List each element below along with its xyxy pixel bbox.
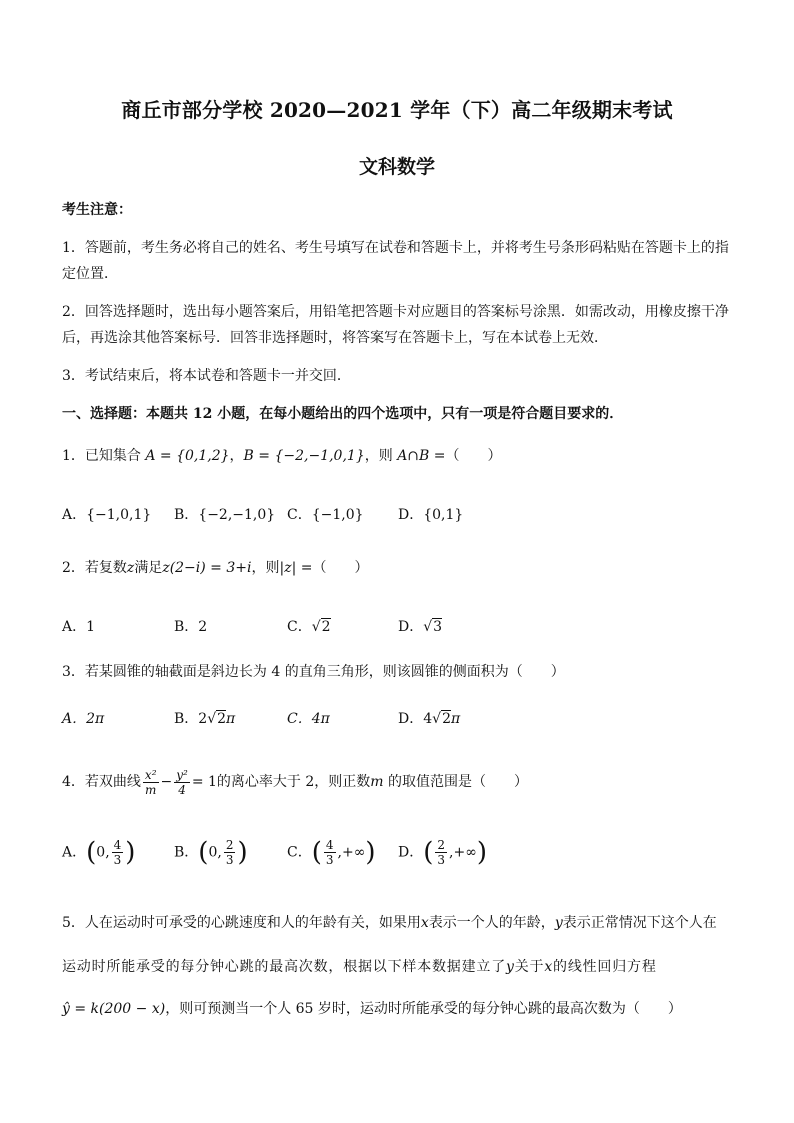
q2-stem-b: 满足 (134, 560, 163, 576)
q5-line1-b: 表示一个人的年龄， (428, 915, 555, 931)
q1-option-d: D．{0,1} (398, 507, 464, 523)
q2-equation: z(2−i) = 3+i (162, 560, 252, 576)
q1-option-a: A．{−1,0,1} (62, 507, 152, 523)
q3-option-c: C．4π (287, 711, 330, 727)
q4-option-c-num: 4 (325, 838, 334, 852)
exam-title: 商丘市部分学校 2020—2021 学年（下）高二年级期末考试 (121, 98, 673, 122)
q5-line1-a: 5．人在运动时可承受的心跳速度和人的年龄有关，如果用 (62, 915, 421, 931)
q4-m: m (370, 774, 384, 790)
q4-option-b-left: 0, (208, 844, 222, 861)
q2-option-c: C．√2 (287, 619, 331, 635)
question-1-stem (62, 446, 742, 467)
q3-option-d: D．4√2π (398, 711, 461, 727)
question-5-line-3 (62, 998, 752, 1018)
q2-option-c-label: C． (287, 619, 312, 635)
q4-option-d: D．( $\frac{2}{3}$ ,+∞) (398, 837, 488, 868)
q5-x-2: x (544, 959, 554, 975)
q4-fraction-1 (143, 768, 159, 797)
q2-option-d-label: D． (398, 619, 424, 635)
q1-expr: A∩B = (397, 448, 446, 464)
q5-line1-c: 表示正常情况下这个人在 (562, 915, 717, 931)
q4-option-b-fraction (224, 838, 236, 867)
q1-set-a: A = {0,1,2} (145, 448, 230, 464)
question-5-line-2 (62, 956, 752, 976)
q5-y-1: y (554, 915, 563, 931)
q4-option-c: C．( $\frac{4}{3}$ ,+∞) (287, 837, 376, 868)
notice-item-1-line-1: 1．答题前，考生务必将自己的姓名、考生号填写在试卷和答题卡上，并将考生号条形码粘贴在答题卡上的指 (62, 240, 729, 256)
q3-option-b-pi: π (226, 711, 236, 727)
q5-equation: ŷ = k(200 − x) (62, 1001, 166, 1017)
q4-minus: − (160, 774, 173, 790)
question-3-stem: 3．若某圆锥的轴截面是斜边长为 4 的直角三角形，则该圆锥的侧面积为（ ） (62, 664, 565, 680)
q5-line2-b: 关于 (514, 959, 545, 975)
q2-z: z (126, 560, 135, 576)
q4-option-d-right: ,+∞ (449, 844, 477, 861)
notice-heading: 考生注意： (62, 202, 132, 218)
section-1-heading: 一、选择题：本题共 12 小题，在每小题给出的四个选项中，只有一项是符合题目要求的． (62, 406, 624, 422)
q4-fraction-1-num: x² (144, 767, 157, 782)
q2-abs: |z| = (279, 560, 313, 576)
q4-stem-b: 的离心率大于 2，则正数 (216, 774, 371, 790)
q2-option-b: B．2 (174, 619, 208, 635)
q4-fraction-1-den: m (145, 782, 157, 797)
question-4-stem (62, 764, 742, 800)
q4-stem-a: 4．若双曲线 (62, 774, 141, 790)
notice-item-2-line-1: 2．回答选择题时，选出每小题答案后，用铅笔把答题卡对应题目的答案标号涂黑．如需改动，用橡皮擦干净 (62, 304, 729, 320)
q4-option-b-label: B． (174, 844, 199, 861)
q3-option-d-label: D．4 (398, 711, 433, 727)
q5-line2-c: 的线性回归方程 (553, 959, 657, 975)
q2-option-d: D．√3 (398, 619, 443, 635)
q1-sep: ， (229, 448, 244, 464)
notice-item-2-line-2: 后，再选涂其他答案标号．回答非选择题时，将答案写在答题卡上，写在本试卷上无效． (62, 330, 608, 346)
exam-subject: 文科数学 (358, 156, 435, 178)
q5-line3-b: ，则可预测当一个人 65 岁时，运动时所能承受的每分钟心跳的最高次数为（ ） (165, 1001, 682, 1017)
q4-option-a-num: 4 (113, 838, 122, 852)
q3-option-d-root: 2 (442, 711, 451, 727)
q4-option-c-right: ,+∞ (337, 844, 366, 861)
q1-option-b: B．{−2,−1,0} (174, 507, 276, 523)
q4-option-a-fraction (112, 838, 124, 867)
q3-option-d-pi: π (450, 711, 461, 727)
q4-option-b-num: 2 (225, 838, 234, 852)
q3-option-a: A．2π (62, 711, 105, 727)
q2-paren: （ ） (312, 560, 369, 576)
q1-set-b: B = {−2,−1,0,1} (243, 448, 365, 464)
q4-option-d-label: D． (398, 844, 424, 861)
q4-option-b: B．(0, $\frac{2}{3}$ ) (174, 837, 248, 868)
q4-stem-c: 的取值范围是（ ） (383, 774, 529, 790)
q4-fraction-2 (174, 768, 190, 797)
q2-stem-c: ，则 (251, 560, 280, 576)
q4-fraction-2-num: y² (176, 767, 188, 782)
q2-option-c-root: 2 (321, 619, 331, 635)
q3-option-b-root: 2 (217, 711, 227, 727)
q4-option-c-label: C． (287, 844, 312, 861)
notice-item-1-line-2: 定位置． (62, 266, 118, 282)
q4-option-c-den: 3 (325, 853, 334, 867)
q4-option-a-den: 3 (113, 853, 122, 867)
question-2-stem (62, 558, 742, 579)
q1-stem-a: 1．已知集合 (62, 448, 146, 464)
q5-x-1: x (420, 915, 429, 931)
question-5-line-1 (62, 912, 752, 932)
q4-option-a: A．(0, $\frac{4}{3}$ ) (62, 837, 136, 868)
q4-option-a-label: A． (62, 844, 87, 861)
q5-y-2: y (506, 959, 515, 975)
q4-fraction-2-den: 4 (178, 782, 186, 797)
notice-item-3: 3．考试结束后，将本试卷和答题卡一并交回． (62, 368, 351, 384)
q4-option-c-fraction (324, 838, 336, 867)
q4-option-d-den: 3 (437, 853, 446, 867)
q3-option-b-label: B．2 (174, 711, 208, 727)
q2-option-d-root: 3 (433, 619, 443, 635)
q4-option-d-num: 2 (437, 838, 446, 852)
q1-option-c: C．{−1,0} (287, 507, 364, 523)
q5-line2-a: 运动时所能承受的每分钟心跳的最高次数，根据以下样本数据建立了 (62, 959, 506, 975)
q1-stem-b: ，则 (364, 448, 398, 464)
q4-eq: = 1 (191, 774, 217, 790)
q3-option-b: B．2√2π (174, 711, 236, 727)
q4-option-b-den: 3 (225, 853, 234, 867)
q4-option-a-left: 0, (96, 844, 110, 861)
q2-option-a: A．1 (62, 619, 96, 635)
q2-stem-a: 2．若复数 (62, 560, 127, 576)
q1-paren: （ ） (445, 448, 502, 464)
q4-option-d-fraction (435, 838, 447, 867)
